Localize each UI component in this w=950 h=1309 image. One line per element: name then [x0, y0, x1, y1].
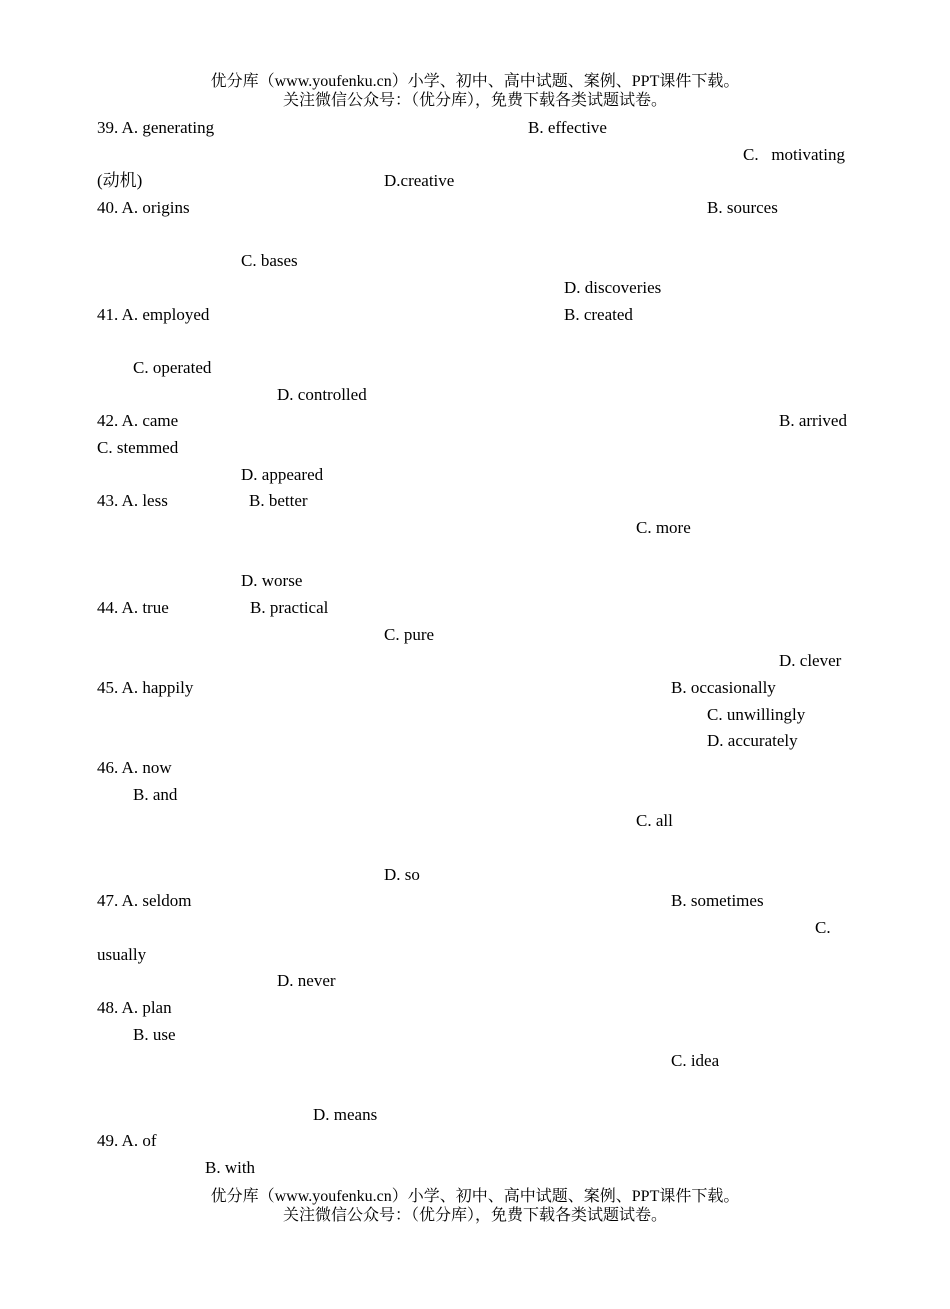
q47-option-b: B. sometimes: [671, 891, 764, 910]
q45-option-b: B. occasionally: [671, 678, 776, 697]
header-line-2: 关注微信公众号：（优分库），免费下载各类试题试卷。: [282, 92, 667, 109]
q45-option-d: D. accurately: [707, 731, 798, 750]
q39-option-c-note: (动机): [97, 171, 143, 190]
q42-option-b: B. arrived: [779, 411, 847, 430]
header-line-1: 优分库（www.youfenku.cn）小学、初中、高中试题、案例、PPT课件下载。: [210, 73, 740, 90]
q44-option-b: B. practical: [250, 598, 329, 617]
q39-option-d: D.creative: [384, 171, 455, 190]
q44-option-d: D. clever: [779, 651, 842, 670]
q40-option-a: 40. A. origins: [97, 198, 190, 217]
q48-option-d: D. means: [313, 1105, 378, 1124]
q49-option-a: 49. A. of: [97, 1131, 157, 1150]
footer-line-1: 优分库（www.youfenku.cn）小学、初中、高中试题、案例、PPT课件下载。: [210, 1188, 740, 1205]
q49-option-b: B. with: [205, 1158, 256, 1177]
q40-option-d: D. discoveries: [564, 278, 662, 297]
q39-option-c: C. motivating: [743, 145, 845, 164]
q39-option-b: B. effective: [528, 118, 607, 137]
q46-option-b: B. and: [133, 785, 178, 804]
q42-option-d: D. appeared: [241, 465, 324, 484]
q39-option-a: 39. A. generating: [97, 118, 215, 137]
footer-line-2: 关注微信公众号：（优分库），免费下载各类试题试卷。: [282, 1207, 667, 1224]
q42-option-a: 42. A. came: [97, 411, 179, 430]
q43-option-c: C. more: [636, 518, 691, 537]
q46-option-c: C. all: [636, 811, 673, 830]
q46-option-d: D. so: [384, 865, 420, 884]
q41-option-b: B. created: [564, 305, 633, 324]
q43-option-b: B. better: [249, 491, 308, 510]
q47-option-a: 47. A. seldom: [97, 891, 192, 910]
q43-option-a: 43. A. less: [97, 491, 168, 510]
q45-option-a: 45. A. happily: [97, 678, 194, 697]
q41-option-d: D. controlled: [277, 385, 367, 404]
q44-option-a: 44. A. true: [97, 598, 169, 617]
q42-option-c: C. stemmed: [97, 438, 179, 457]
q40-option-c: C. bases: [241, 251, 298, 270]
q43-option-d: D. worse: [241, 571, 303, 590]
q47-option-c: C.: [815, 918, 831, 937]
q46-option-a: 46. A. now: [97, 758, 172, 777]
q48-option-c: C. idea: [671, 1051, 720, 1070]
q44-option-c: C. pure: [384, 625, 435, 644]
q40-option-b: B. sources: [707, 198, 778, 217]
q45-option-c: C. unwillingly: [707, 705, 806, 724]
q48-option-b: B. use: [133, 1025, 176, 1044]
q47-option-d: D. never: [277, 971, 336, 990]
q41-option-c: C. operated: [133, 358, 212, 377]
q41-option-a: 41. A. employed: [97, 305, 210, 324]
q47-option-c-word: usually: [97, 945, 147, 964]
q48-option-a: 48. A. plan: [97, 998, 172, 1017]
